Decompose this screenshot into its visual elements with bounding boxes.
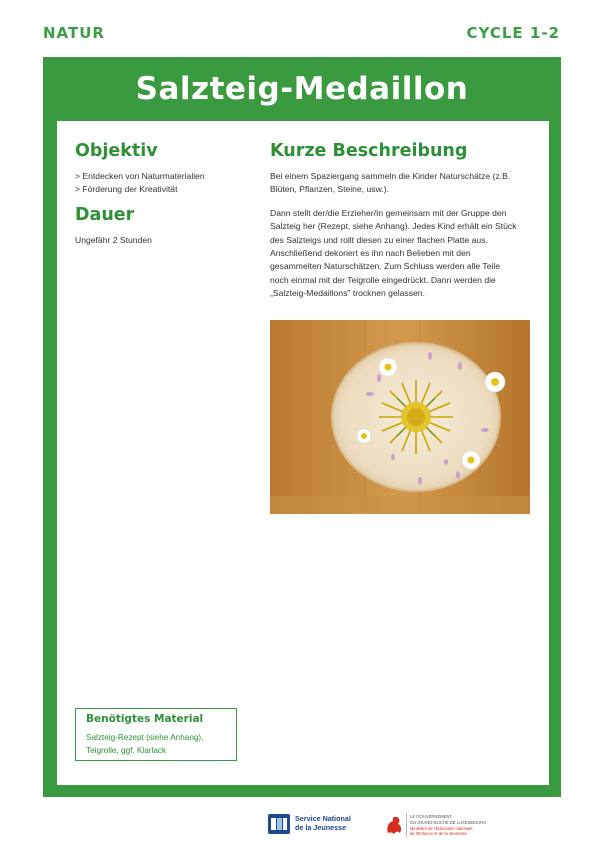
description-heading: Kurze Beschreibung — [270, 141, 468, 161]
ministry-logo — [384, 811, 504, 841]
page-title: Salzteig-Medaillon — [135, 71, 469, 107]
ministry-line: DU GRAND-DUCHÉ DE LUXEMBOURG — [410, 819, 487, 825]
ministry-logo-text — [410, 814, 487, 837]
description-paragraph: Dann stellt der/die Erzieher/In gemeinsam mit der Gruppe den Salzteig her (Rezept, siehe Anhang). Jedes Kind erhält ein Stück des Salzteigs und rollt diesen zu einer flachen Platte aus. Anschließend dekoriert es ihn nach Belieben mit den gesammelten Naturschätzen. Zum Schluss werden alle Teile noch einmal mit der Teigrolle eingedrückt. Dann werden die „Salzteig-Medaillons" trocknen gelassen. — [270, 207, 517, 299]
snj-line: de la Jeunesse — [295, 823, 347, 832]
material-item: Teigrolle, ggf. Klarlack — [86, 746, 167, 755]
category-label: NATUR — [43, 24, 105, 42]
ministry-line: LE GOUVERNEMENT — [410, 814, 453, 819]
description-text — [270, 170, 520, 301]
activity-card-frame — [43, 57, 561, 797]
description-paragraph: Bei einem Spaziergang sammeln die Kinder Naturschätze (z.B. Blüten, Pflanzen, Steine, usw.). — [270, 171, 511, 195]
required-material-box — [75, 708, 237, 761]
snj-line: Service National — [295, 814, 351, 823]
material-heading: Benötigtes Material — [86, 713, 204, 725]
snj-logo-text — [295, 814, 351, 832]
objective-item: > Förderung der Kreativität — [75, 184, 178, 195]
ministry-line: de l'Enfance et de la Jeunesse — [410, 831, 467, 837]
snj-logo — [268, 811, 373, 837]
material-list — [86, 731, 203, 757]
luxembourg-lion-icon — [384, 813, 404, 837]
activity-card-body — [57, 121, 549, 785]
salt-dough-medallion-photo — [270, 320, 530, 514]
objective-item: > Entdecken von Naturmaterialien — [75, 171, 205, 181]
objective-list — [75, 170, 255, 197]
duration-heading: Dauer — [75, 205, 135, 225]
logo-divider — [406, 813, 407, 837]
duration-text: Ungefähr 2 Stunden — [75, 235, 152, 245]
snj-logo-icon — [268, 814, 290, 834]
cycle-label: CYCLE 1-2 — [466, 24, 560, 42]
ministry-line: Ministère de l'Éducation nationale, — [410, 825, 474, 831]
material-item: Salzteig-Rezept (siehe Anhang), — [86, 733, 204, 742]
objective-heading: Objektiv — [75, 141, 158, 161]
